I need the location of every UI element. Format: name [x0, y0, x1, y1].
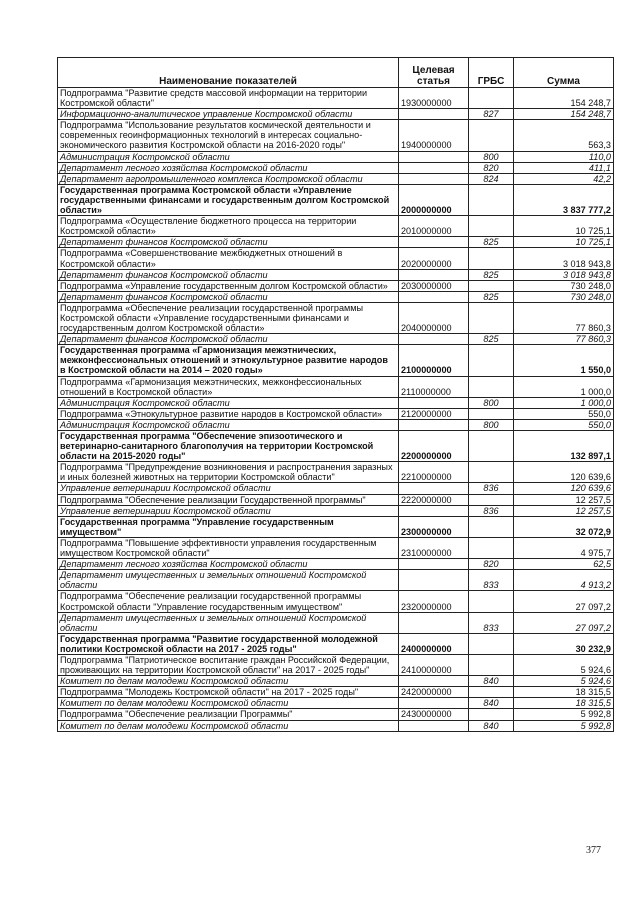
table-row [58, 654, 614, 675]
row-target-cell [399, 334, 469, 345]
row-name-cell: Подпрограмма "Предупреждение возникновения и распространения заразных и иных болезней животных на территории Костромской области" [58, 462, 399, 483]
row-grbs-cell: 825 [469, 291, 514, 302]
row-grbs-cell: 836 [469, 505, 514, 516]
row-grbs-cell [469, 591, 514, 612]
table-row [58, 280, 614, 291]
row-sum-cell: 27 097,2 [514, 591, 614, 612]
table-row [58, 591, 614, 612]
table-row [58, 88, 614, 109]
row-target-cell [399, 173, 469, 184]
row-sum-cell: 5 924,6 [514, 654, 614, 675]
row-target-cell: 2220000000 [399, 494, 469, 505]
row-grbs-cell: 833 [469, 612, 514, 633]
row-grbs-cell [469, 431, 514, 462]
row-sum-cell: 18 315,5 [514, 687, 614, 698]
row-target-cell [399, 162, 469, 173]
row-sum-cell: 411,1 [514, 162, 614, 173]
row-sum-cell: 3 837 777,2 [514, 184, 614, 215]
row-grbs-cell: 840 [469, 698, 514, 709]
row-grbs-cell: 840 [469, 676, 514, 687]
row-sum-cell: 120 639,6 [514, 483, 614, 494]
table-row [58, 720, 614, 731]
table-row [58, 162, 614, 173]
row-target-cell: 1940000000 [399, 120, 469, 151]
row-target-cell [399, 559, 469, 570]
table-row [58, 676, 614, 687]
row-name-cell: Администрация Костромской области [58, 151, 399, 162]
row-grbs-cell: 825 [469, 269, 514, 280]
row-sum-cell: 154 248,7 [514, 109, 614, 120]
row-target-cell: 2010000000 [399, 216, 469, 237]
table-row [58, 120, 614, 151]
row-sum-cell: 550,0 [514, 419, 614, 430]
table-row [58, 698, 614, 709]
row-sum-cell: 730 248,0 [514, 291, 614, 302]
table-row [58, 376, 614, 397]
row-grbs-cell [469, 494, 514, 505]
row-target-cell [399, 109, 469, 120]
row-name-cell: Подпрограмма "Обеспечение реализации государственной программы Костромской области "Управление государственным имуществом" [58, 591, 399, 612]
row-name-cell: Подпрограмма «Обеспечение реализации государственной программы Костромской области «Управление государственными финансами и государственным долгом Костромской области» [58, 302, 399, 333]
row-name-cell: Комитет по делам молодежи Костромской области [58, 698, 399, 709]
row-grbs-cell [469, 687, 514, 698]
row-sum-cell: 4 913,2 [514, 570, 614, 591]
row-target-cell: 2040000000 [399, 302, 469, 333]
row-sum-cell: 32 072,9 [514, 516, 614, 537]
row-grbs-cell: 840 [469, 720, 514, 731]
row-sum-cell: 1 000,0 [514, 397, 614, 408]
row-name-cell: Подпрограмма «Этнокультурное развитие народов в Костромской области» [58, 408, 399, 419]
page-number: 377 [586, 845, 601, 856]
row-target-cell: 2400000000 [399, 633, 469, 654]
header-sum: Сумма [514, 58, 614, 88]
row-sum-cell: 5 924,6 [514, 676, 614, 687]
row-target-cell [399, 720, 469, 731]
row-target-cell [399, 570, 469, 591]
row-name-cell: Управление ветеринарии Костромской области [58, 483, 399, 494]
table-row [58, 505, 614, 516]
table-header-row [58, 58, 614, 88]
row-grbs-cell [469, 516, 514, 537]
row-target-cell [399, 612, 469, 633]
row-target-cell: 2200000000 [399, 431, 469, 462]
row-target-cell [399, 291, 469, 302]
budget-table [57, 57, 614, 732]
row-name-cell: Государственная программа "Управление государственным имуществом" [58, 516, 399, 537]
row-sum-cell: 1 000,0 [514, 376, 614, 397]
row-grbs-cell [469, 248, 514, 269]
table-row [58, 291, 614, 302]
row-target-cell: 2210000000 [399, 462, 469, 483]
row-sum-cell: 550,0 [514, 408, 614, 419]
row-target-cell: 2320000000 [399, 591, 469, 612]
row-grbs-cell [469, 345, 514, 376]
row-name-cell: Государственная программа «Гармонизация межэтнических, межконфессиональных отношений и этнокультурное развитие народов в Костромской области на 2014 – 2020 годы» [58, 345, 399, 376]
row-grbs-cell [469, 88, 514, 109]
table-row [58, 462, 614, 483]
table-row [58, 109, 614, 120]
table-row [58, 269, 614, 280]
row-name-cell: Подпрограмма "Использование результатов космической деятельности и современных геоинформационных технологий в интересах социально-экономического развития Костромской области на 2016-2020 годы" [58, 120, 399, 151]
row-target-cell: 2030000000 [399, 280, 469, 291]
table-row [58, 612, 614, 633]
table-row [58, 419, 614, 430]
row-grbs-cell: 800 [469, 397, 514, 408]
table-body [58, 88, 614, 732]
row-target-cell: 2110000000 [399, 376, 469, 397]
row-grbs-cell [469, 709, 514, 720]
row-name-cell: Департамент имущественных и земельных отношений Костромской области [58, 612, 399, 633]
row-target-cell [399, 151, 469, 162]
row-name-cell: Администрация Костромской области [58, 397, 399, 408]
table-row [58, 334, 614, 345]
table-row [58, 431, 614, 462]
table-row [58, 408, 614, 419]
row-name-cell: Подпрограмма "Обеспечение реализации Программы" [58, 709, 399, 720]
row-grbs-cell [469, 280, 514, 291]
row-name-cell: Департамент лесного хозяйства Костромской области [58, 559, 399, 570]
row-target-cell: 2310000000 [399, 537, 469, 558]
row-name-cell: Департамент финансов Костромской области [58, 237, 399, 248]
row-name-cell: Администрация Костромской области [58, 419, 399, 430]
table-row [58, 184, 614, 215]
table-row [58, 570, 614, 591]
row-grbs-cell: 824 [469, 173, 514, 184]
row-target-cell [399, 397, 469, 408]
row-name-cell: Государственная программа "Обеспечение эпизоотического и ветеринарно-санитарного благополучия на территории Костромской области на 2015-2020 годы" [58, 431, 399, 462]
row-grbs-cell: 825 [469, 334, 514, 345]
row-name-cell: Информационно-аналитическое управление Костромской области [58, 109, 399, 120]
row-grbs-cell: 800 [469, 419, 514, 430]
row-name-cell: Подпрограмма "Патриотическое воспитание граждан Российской Федерации, проживающих на территории Костромской области" на 2017 - 2025 годы" [58, 654, 399, 675]
header-grbs: ГРБС [469, 58, 514, 88]
row-name-cell: Государственная программа "Развитие государственной молодежной политики Костромской области на 2017 - 2025 годы" [58, 633, 399, 654]
row-grbs-cell [469, 654, 514, 675]
row-target-cell: 2120000000 [399, 408, 469, 419]
row-sum-cell: 27 097,2 [514, 612, 614, 633]
header-name: Наименование показателей [58, 58, 399, 88]
row-sum-cell: 77 860,3 [514, 334, 614, 345]
row-sum-cell: 5 992,8 [514, 720, 614, 731]
row-sum-cell: 1 550,0 [514, 345, 614, 376]
row-sum-cell: 62,5 [514, 559, 614, 570]
row-target-cell [399, 676, 469, 687]
row-name-cell: Подпрограмма «Управление государственным долгом Костромской области» [58, 280, 399, 291]
table-row [58, 537, 614, 558]
row-target-cell [399, 419, 469, 430]
row-grbs-cell [469, 408, 514, 419]
row-sum-cell: 77 860,3 [514, 302, 614, 333]
row-name-cell: Подпрограмма «Совершенствование межбюджетных отношений в Костромской области» [58, 248, 399, 269]
row-sum-cell: 4 975,7 [514, 537, 614, 558]
row-grbs-cell: 827 [469, 109, 514, 120]
row-name-cell: Государственная программа Костромской области «Управление государственными финансами и государственным долгом Костромской области» [58, 184, 399, 215]
table-row [58, 345, 614, 376]
row-grbs-cell: 833 [469, 570, 514, 591]
row-sum-cell: 120 639,6 [514, 462, 614, 483]
row-target-cell: 1930000000 [399, 88, 469, 109]
row-grbs-cell [469, 302, 514, 333]
row-target-cell: 2300000000 [399, 516, 469, 537]
row-target-cell: 2020000000 [399, 248, 469, 269]
row-target-cell: 2100000000 [399, 345, 469, 376]
row-name-cell: Департамент агропромышленного комплекса Костромской области [58, 173, 399, 184]
row-sum-cell: 10 725,1 [514, 237, 614, 248]
table-row [58, 237, 614, 248]
row-grbs-cell [469, 376, 514, 397]
table-row [58, 687, 614, 698]
row-sum-cell: 3 018 943,8 [514, 248, 614, 269]
row-sum-cell: 3 018 943,8 [514, 269, 614, 280]
row-target-cell: 2000000000 [399, 184, 469, 215]
row-target-cell: 2410000000 [399, 654, 469, 675]
table-row [58, 709, 614, 720]
row-name-cell: Департамент финансов Костромской области [58, 269, 399, 280]
table-row [58, 151, 614, 162]
row-name-cell: Подпрограмма "Развитие средств массовой информации на территории Костромской области" [58, 88, 399, 109]
row-target-cell [399, 505, 469, 516]
row-grbs-cell [469, 633, 514, 654]
row-name-cell: Департамент финансов Костромской области [58, 291, 399, 302]
row-name-cell: Подпрограмма «Гармонизация межэтнических, межконфессиональных отношений в Костромской области» [58, 376, 399, 397]
row-target-cell [399, 237, 469, 248]
row-name-cell: Департамент имущественных и земельных отношений Костромской области [58, 570, 399, 591]
row-name-cell: Подпрограмма "Молодежь Костромской области" на 2017 - 2025 годы" [58, 687, 399, 698]
table-row [58, 397, 614, 408]
table-row [58, 516, 614, 537]
row-sum-cell: 563,3 [514, 120, 614, 151]
row-grbs-cell: 836 [469, 483, 514, 494]
row-sum-cell: 10 725,1 [514, 216, 614, 237]
row-sum-cell: 5 992,8 [514, 709, 614, 720]
row-sum-cell: 42,2 [514, 173, 614, 184]
row-name-cell: Подпрограмма "Обеспечение реализации Государственной программы" [58, 494, 399, 505]
row-sum-cell: 154 248,7 [514, 88, 614, 109]
table-row [58, 494, 614, 505]
row-name-cell: Подпрограмма «Осуществление бюджетного процесса на территории Костромской области» [58, 216, 399, 237]
row-sum-cell: 30 232,9 [514, 633, 614, 654]
row-name-cell: Департамент финансов Костромской области [58, 334, 399, 345]
row-grbs-cell [469, 184, 514, 215]
row-sum-cell: 12 257,5 [514, 505, 614, 516]
row-sum-cell: 18 315,5 [514, 698, 614, 709]
header-target: Целевая статья [399, 58, 469, 88]
row-grbs-cell: 825 [469, 237, 514, 248]
table-row [58, 216, 614, 237]
row-name-cell: Комитет по делам молодежи Костромской области [58, 676, 399, 687]
row-grbs-cell: 800 [469, 151, 514, 162]
table-row [58, 302, 614, 333]
row-target-cell [399, 483, 469, 494]
table-row [58, 173, 614, 184]
row-sum-cell: 110,0 [514, 151, 614, 162]
table-row [58, 633, 614, 654]
row-name-cell: Управление ветеринарии Костромской области [58, 505, 399, 516]
row-name-cell: Комитет по делам молодежи Костромской области [58, 720, 399, 731]
row-grbs-cell: 820 [469, 162, 514, 173]
row-grbs-cell [469, 462, 514, 483]
row-name-cell: Департамент лесного хозяйства Костромской области [58, 162, 399, 173]
row-grbs-cell: 820 [469, 559, 514, 570]
row-target-cell [399, 269, 469, 280]
row-target-cell: 2420000000 [399, 687, 469, 698]
row-target-cell [399, 698, 469, 709]
row-grbs-cell [469, 216, 514, 237]
table-row [58, 483, 614, 494]
row-sum-cell: 132 897,1 [514, 431, 614, 462]
row-sum-cell: 12 257,5 [514, 494, 614, 505]
row-name-cell: Подпрограмма "Повышение эффективности управления государственным имуществом Костромской области" [58, 537, 399, 558]
row-grbs-cell [469, 120, 514, 151]
row-sum-cell: 730 248,0 [514, 280, 614, 291]
row-grbs-cell [469, 537, 514, 558]
table-row [58, 559, 614, 570]
row-target-cell: 2430000000 [399, 709, 469, 720]
table-row [58, 248, 614, 269]
